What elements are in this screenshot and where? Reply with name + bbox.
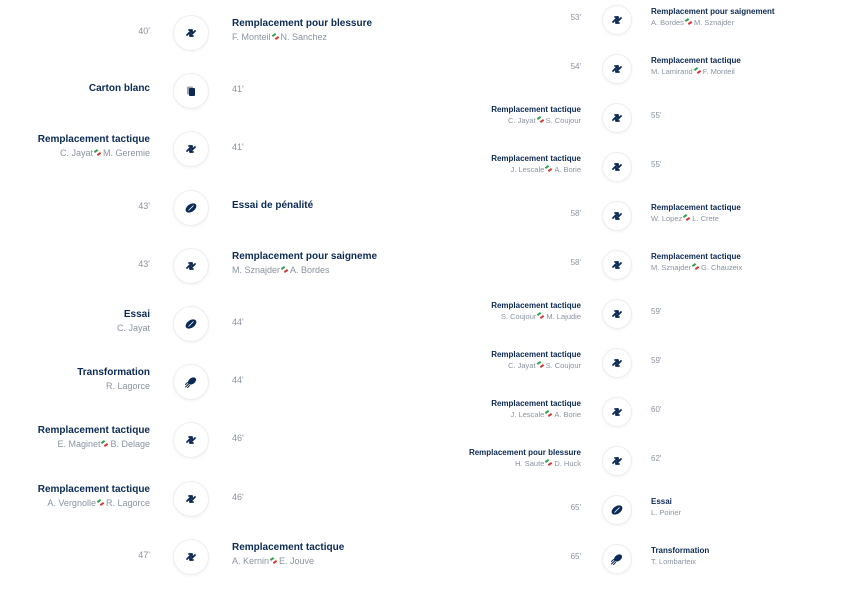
- event-detail: [469, 448, 581, 468]
- player-in[interactable]: M. Sznajder: [693, 18, 734, 27]
- event-title: Remplacement tactique: [37, 134, 150, 146]
- event-time: 41': [232, 84, 244, 95]
- event-time: 62': [651, 454, 662, 463]
- event-players: [77, 381, 150, 391]
- player-out[interactable]: M. Sznajder: [651, 263, 692, 272]
- event-players: [491, 410, 581, 419]
- player-out[interactable]: J. Lescale: [510, 165, 545, 174]
- event-time: 43': [138, 258, 150, 269]
- player-in[interactable]: R. Lagorce: [105, 497, 150, 508]
- event-title: Remplacement pour saignement: [651, 7, 775, 16]
- event-players: [651, 214, 741, 223]
- swap-arrows-icon: [545, 410, 553, 418]
- player-out[interactable]: A. Vergnolle: [47, 497, 96, 508]
- event-detail: [651, 7, 775, 27]
- substitution-icon: [602, 250, 632, 280]
- event-title: Remplacement pour blessure: [232, 18, 373, 29]
- event-title: Remplacement pour saigneme: [232, 250, 378, 262]
- event-detail: [651, 252, 742, 272]
- timeline-event: [0, 342, 842, 382]
- event-detail: [651, 56, 741, 76]
- event-time: 47': [138, 549, 150, 560]
- substitution-icon: [602, 5, 632, 35]
- player-out[interactable]: A. Kernin: [232, 555, 270, 566]
- player-in[interactable]: M. Lajudie: [546, 312, 581, 321]
- event-players: [491, 116, 581, 125]
- event-time: 55': [651, 160, 662, 169]
- event-title: Remplacement pour blessure: [468, 448, 581, 457]
- event-time: 65': [570, 503, 581, 512]
- event-time: 60': [651, 405, 662, 414]
- event-detail: [491, 105, 581, 125]
- event-title: Remplacement tactique: [651, 252, 741, 261]
- event-title: Transformation: [77, 367, 150, 379]
- event-players: [651, 67, 741, 76]
- substitution-icon: [602, 299, 632, 329]
- timeline-event: [0, 440, 842, 480]
- player-in[interactable]: A. Borie: [554, 410, 581, 419]
- event-title: Remplacement tactique: [491, 105, 581, 114]
- event-players: [651, 263, 742, 272]
- event-title: Remplacement tactique: [37, 425, 150, 437]
- player-out[interactable]: C. Jayat: [59, 148, 93, 159]
- event-title: Essai de pénalité: [232, 199, 314, 211]
- event-players: [651, 557, 709, 566]
- substitution-icon: [602, 152, 632, 182]
- player-out[interactable]: T. Lombarteix: [651, 557, 697, 566]
- player-in[interactable]: S. Coujour: [545, 361, 581, 370]
- event-time: 41': [232, 142, 244, 153]
- player-out[interactable]: S. Coujour: [500, 312, 537, 321]
- player-out[interactable]: J. Lescale: [510, 410, 545, 419]
- event-title: Remplacement tactique: [491, 301, 581, 310]
- timeline-event: [0, 293, 842, 333]
- event-title: Remplacement tactique: [651, 203, 741, 212]
- player-out[interactable]: R. Lagorce: [105, 381, 150, 392]
- event-time: 46': [232, 491, 244, 502]
- event-detail: [491, 301, 581, 321]
- event-title: Essai: [123, 309, 150, 320]
- event-title: Remplacement tactique: [37, 483, 150, 495]
- swap-arrows-icon: [685, 18, 693, 26]
- event-players: [491, 165, 581, 174]
- swap-arrows-icon: [537, 312, 545, 320]
- player-out[interactable]: C. Jayat: [508, 361, 536, 370]
- event-time: 44': [232, 317, 244, 327]
- player-in[interactable]: D. Huck: [554, 459, 581, 468]
- event-players: [651, 18, 775, 27]
- event-title: Essai: [651, 497, 672, 506]
- event-detail: [651, 546, 709, 566]
- substitution-icon: [602, 348, 632, 378]
- substitution-icon: [602, 201, 632, 231]
- event-time: 44': [232, 375, 244, 386]
- timeline-event: [0, 195, 842, 235]
- timeline-event: [0, 489, 842, 529]
- substitution-icon: [602, 103, 632, 133]
- player-in[interactable]: G. Chauzeix: [701, 263, 743, 272]
- player-out[interactable]: W. Lopez: [651, 214, 683, 223]
- event-title: Remplacement tactique: [232, 541, 345, 553]
- event-time: 55': [651, 111, 662, 120]
- event-players: [491, 312, 581, 321]
- event-title: Remplacement tactique: [651, 56, 741, 65]
- event-detail: [491, 350, 581, 370]
- swap-arrows-icon: [694, 67, 702, 75]
- player-out[interactable]: E. Maginet: [57, 439, 101, 450]
- player-in[interactable]: S. Coujour: [545, 116, 581, 125]
- player-out[interactable]: C. Jayat: [116, 323, 150, 333]
- player-in[interactable]: A. Borie: [554, 165, 581, 174]
- swap-arrows-icon: [537, 116, 545, 124]
- player-in[interactable]: A. Bordes: [290, 264, 330, 275]
- event-time: 58': [570, 258, 581, 267]
- player-out[interactable]: L. Poirier: [651, 508, 682, 517]
- swap-arrows-icon: [692, 263, 700, 271]
- player-out[interactable]: A. Bordes: [651, 18, 684, 27]
- swap-arrows-icon: [683, 214, 691, 222]
- player-out[interactable]: M. Lamirand: [651, 67, 693, 76]
- event-detail: [491, 154, 581, 174]
- player-out[interactable]: H. Saute: [515, 459, 545, 468]
- event-title: Transformation: [651, 546, 710, 555]
- event-time: 58': [570, 209, 581, 218]
- event-players: [491, 361, 581, 370]
- event-title: Remplacement tactique: [491, 350, 581, 359]
- event-time: 59': [651, 307, 662, 316]
- event-players: [651, 508, 681, 517]
- conversion-kick-icon: [602, 544, 632, 574]
- player-in[interactable]: M. Geremie: [102, 148, 150, 159]
- rugby-ball-icon: [602, 495, 632, 525]
- player-out[interactable]: M. Sznajder: [232, 264, 281, 275]
- substitution-icon: [602, 446, 632, 476]
- player-in[interactable]: N. Sanchez: [280, 32, 328, 42]
- timeline-event: [0, 0, 842, 39]
- event-title: Carton blanc: [88, 83, 150, 95]
- event-time: 46': [232, 433, 244, 444]
- timeline-event: [0, 48, 842, 88]
- substitution-icon: [602, 54, 632, 84]
- swap-arrows-icon: [545, 459, 553, 467]
- timeline-event: [0, 244, 842, 284]
- event-time: 43': [138, 200, 150, 211]
- event-title: Remplacement tactique: [491, 399, 581, 408]
- player-in[interactable]: E. Jouve: [279, 555, 315, 566]
- event-detail: [651, 497, 681, 517]
- player-in[interactable]: B. Delage: [110, 439, 150, 450]
- timeline-event: [0, 538, 842, 578]
- swap-arrows-icon: [545, 165, 553, 173]
- player-out[interactable]: C. Jayat: [508, 116, 536, 125]
- event-detail: [491, 399, 581, 419]
- event-detail: [651, 203, 741, 223]
- event-time: 65': [570, 552, 581, 561]
- swap-arrows-icon: [537, 361, 545, 369]
- event-time: 53': [570, 13, 581, 22]
- timeline-event: [0, 97, 842, 137]
- event-title: Remplacement tactique: [491, 154, 581, 163]
- event-players: [469, 459, 581, 468]
- event-time: 54': [570, 62, 581, 71]
- player-in[interactable]: L. Crete: [692, 214, 719, 223]
- event-time: 59': [651, 356, 662, 365]
- timeline-event: [0, 146, 842, 186]
- timeline-event: [0, 391, 842, 431]
- player-out[interactable]: F. Monteil: [232, 32, 271, 42]
- player-in[interactable]: F. Monteil: [702, 67, 735, 76]
- substitution-icon: [602, 397, 632, 427]
- event-time: 40': [138, 26, 150, 36]
